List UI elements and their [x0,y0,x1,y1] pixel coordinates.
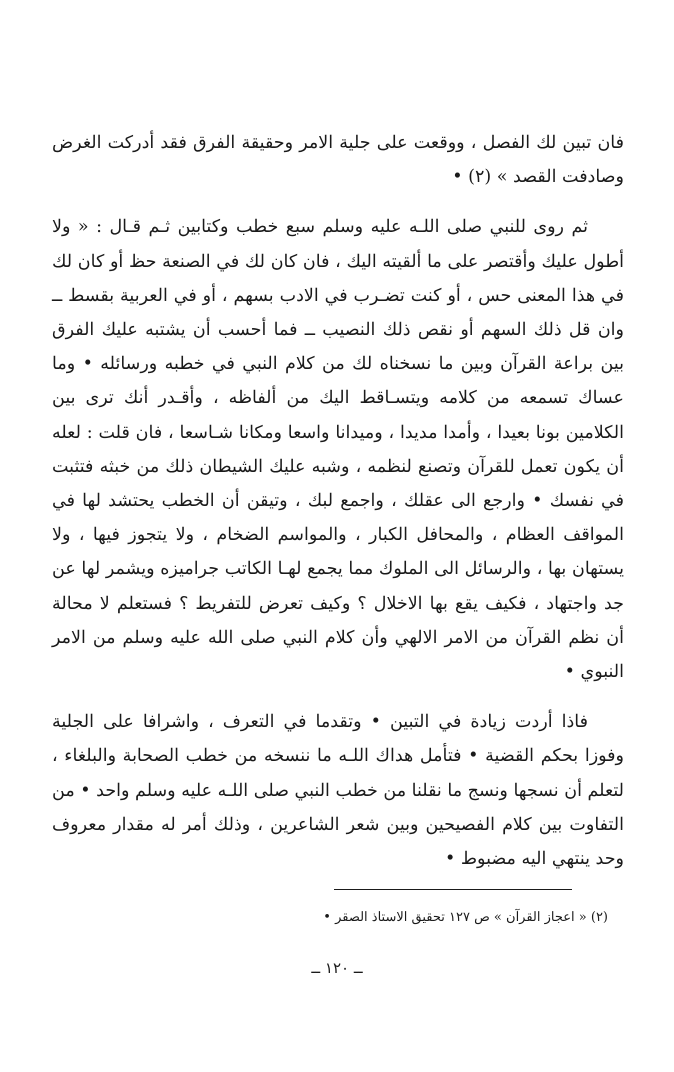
page-number: ــ ١٢٠ ــ [311,959,363,977]
footnote: (٢) « اعجاز القرآن » ص ١٢٧ تحقيق الاستاذ الصقر • [323,910,608,925]
paragraph-gap [52,194,624,210]
footnote-divider [334,889,572,890]
paragraph-3: فاذا أردت زيادة في التبين • وتقدما في التعرف ، واشرافا على الجلية وفوزا بحكم القضية • فتأمل هداك اللـه ما ننسخه من خطب الصحابة والبلغاء ، لتعلم أن نسجها ونسج ما نقلنا من خطب النبي صلى اللـه عليه وسلم واحد • من التفاوت بين كلام الفصيحين وبين شعر الشاعرين ، وذلك أمر له مقدار معروف وحد ينتهي اليه مضبوط • [52,712,624,870]
page-body [52,126,624,876]
paragraph-2: ثم روى للنبي صلى اللـه عليه وسلم سبع خطب وكتابين ثـم قـال : « ولا أطول عليك وأقتصر على ما ألقيته اليك ، فان كان لك في الصنعة حظ أو كان لك في هذا المعنى حس ، أو كنت تضـرب في الادب بسهم ، أو في العربية بقسط ــ وان قل ذلك السهم أو نقص ذلك النصيب ــ فما أحسب أن يشتبه عليك الفرق بين براعة القرآن وبين ما نسخناه لك من كلام النبي في خطبه ورسائله • وما عساك تسمعه من كلامه ويتسـاقط اليك من ألفاظه ، وأقـدر أنك ترى بين الكلامين بونا بعيدا ، وأمدا مديدا ، وميدانا واسعا ومكانا شـاسعا ، فان قلت : لعله أن يكون تعمل للقرآن وتصنع لنظمه ، وشبه عليك الشيطان ذلك من خبثه فتثبت في نفسك • وارجع الى عقلك ، واجمع لبك ، وتيقن أن الخطب يحتشد لها في المواقف العظام ، والمحافل الكبار ، والمواسم الضخام ، ولا يتجوز فيها ، ولا يستهان بها ، والرسائل الى الملوك مما يجمع لهـا الكاتب جراميزه ويشمر لها عن جد واجتهاد ، فكيف يقع بها الاخلال ؟ وكيف تعرض للتفريط ؟ فستعلم لا محالة أن نظم القرآن من الامر الالهي وأن كلام النبي صلى الله عليه وسلم من الامر النبوي • [52,217,624,683]
paragraph-gap [52,689,624,705]
paragraph-1: فان تبين لك الفصل ، ووقعت على جلية الامر وحقيقة الفرق فقد أدركت الغرض وصادفت القصد » (٢) • [52,133,624,188]
